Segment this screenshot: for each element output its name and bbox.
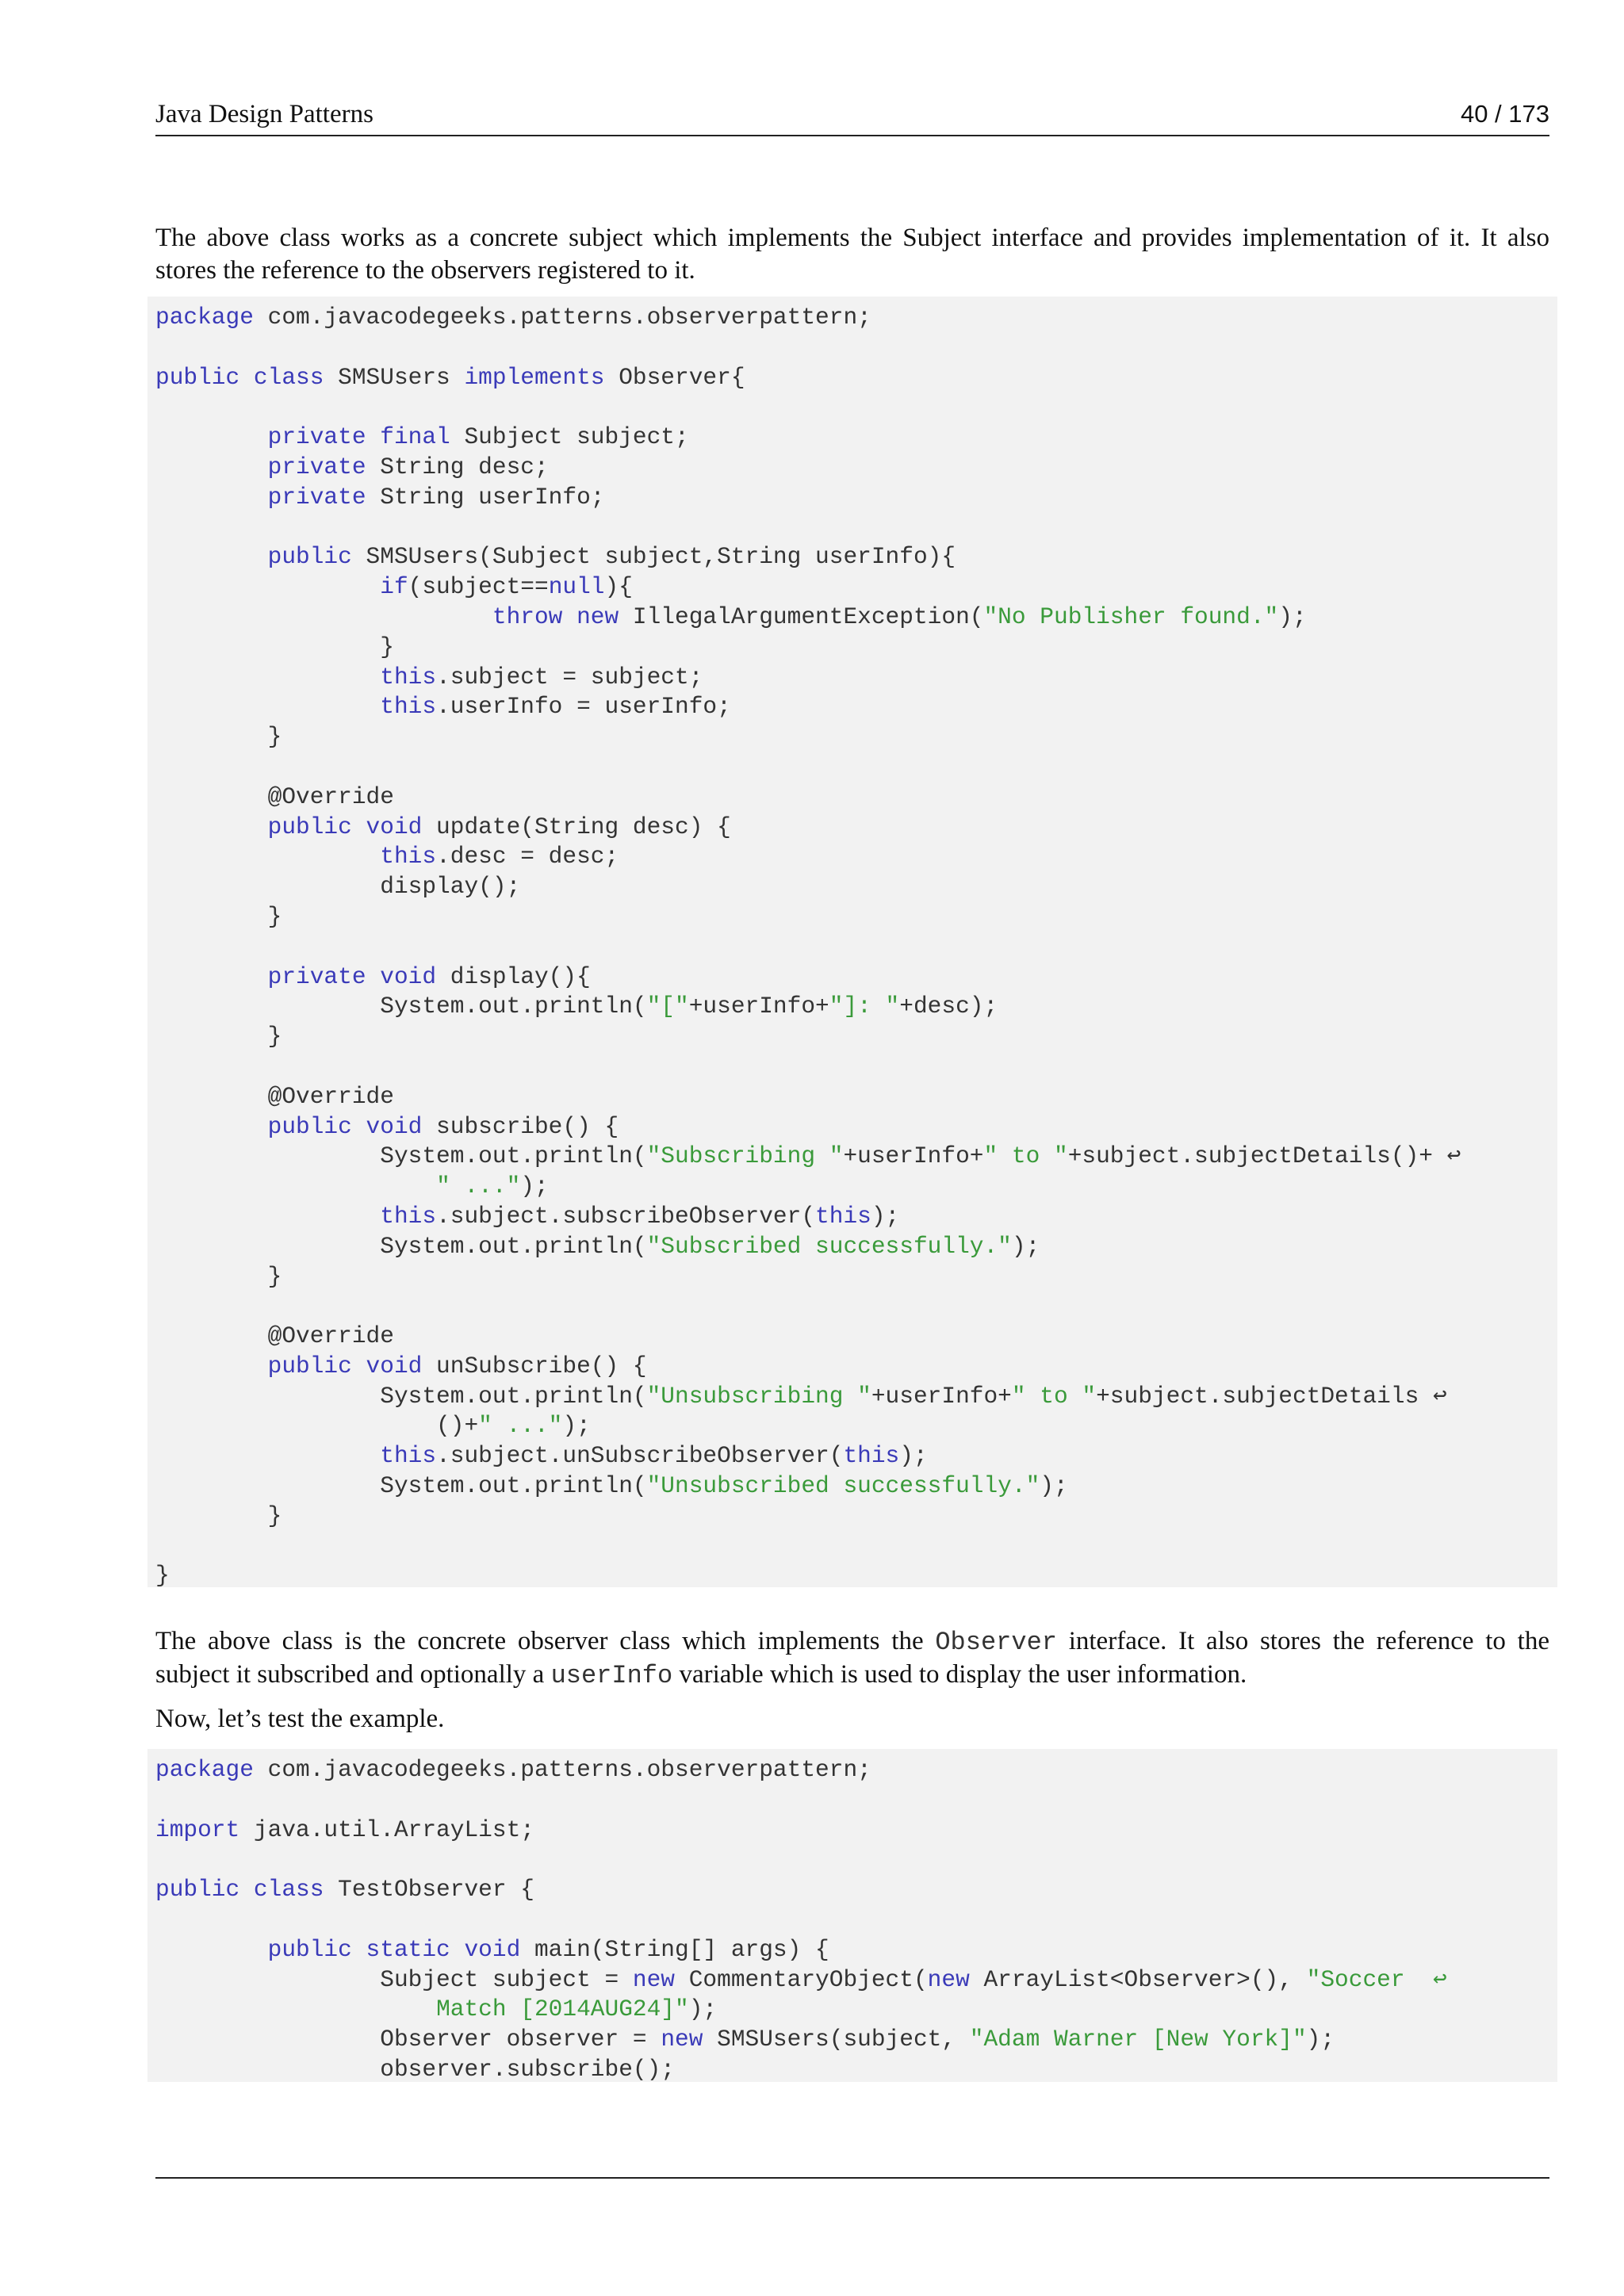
code-token: observer.subscribe();	[155, 2055, 676, 2082]
paragraph-line	[155, 1625, 1549, 1659]
code-keyword: private	[267, 962, 366, 990]
code-token: com.javacodegeeks.patterns.observerpattern;	[253, 1756, 871, 1783]
code-token: main(String[] args) {	[520, 1935, 829, 1963]
observer-paragraph	[155, 1625, 1549, 1692]
code-line	[155, 722, 1557, 752]
code-token	[366, 423, 381, 450]
code-keyword: this	[815, 1202, 871, 1230]
code-token	[155, 453, 268, 480]
code-token	[155, 1353, 268, 1380]
code-line	[155, 1905, 1557, 1935]
code-line	[155, 1561, 1557, 1587]
intro-paragraph	[155, 222, 1549, 287]
code-keyword: class	[253, 363, 324, 391]
code-keyword: new	[927, 1965, 970, 1993]
code-line	[155, 1471, 1557, 1502]
code-string: "]: "	[829, 993, 900, 1020]
code-line	[155, 333, 1557, 363]
code-token: subscribe() {	[422, 1112, 619, 1140]
code-line	[155, 633, 1557, 663]
inline-code-observer: Observer	[935, 1628, 1057, 1657]
code-line	[155, 2055, 1557, 2082]
code-string: "Unsubscribed successfully."	[646, 1472, 1040, 1500]
code-line	[155, 1755, 1557, 1785]
code-token: }	[155, 723, 282, 751]
code-keyword: throw	[492, 603, 563, 630]
code-token: System.out.println(	[155, 1142, 647, 1170]
code-line	[155, 1202, 1557, 1232]
code-line	[155, 663, 1557, 693]
code-token	[155, 603, 492, 630]
code-keyword: package	[155, 304, 254, 331]
code-string: " ..."	[436, 1173, 521, 1200]
paragraph-line: stores the reference to the observers registered to it.	[155, 256, 695, 285]
code-token	[155, 664, 380, 691]
code-token: String desc;	[366, 453, 549, 480]
code-token: }	[155, 1502, 282, 1529]
code-listing-testobserver	[147, 1749, 1557, 2082]
code-keyword: public	[267, 1352, 352, 1380]
code-line	[155, 1052, 1557, 1082]
code-token: @Override	[155, 1322, 394, 1350]
paragraph-line: Now, let’s test the example.	[155, 1705, 445, 1733]
code-line	[155, 1382, 1557, 1412]
code-token	[352, 1353, 366, 1380]
code-line	[155, 1142, 1557, 1172]
code-token: SMSUsers	[324, 363, 465, 391]
code-string: "No Publisher found."	[983, 603, 1279, 630]
code-line	[155, 1411, 1557, 1441]
code-token: SMSUsers(Subject subject,String userInfo){	[351, 543, 956, 571]
code-token: +userInfo+	[871, 1382, 1012, 1410]
code-token	[155, 1936, 268, 1963]
code-line	[155, 1995, 1557, 2025]
paragraph-line: The above class works as a concrete subject which implements the Subject interface and provides implementation of it. It also	[155, 224, 1549, 252]
code-string: "Subscribed successfully."	[646, 1232, 1012, 1260]
code-keyword: this	[380, 1442, 437, 1470]
code-line	[155, 1352, 1557, 1382]
footer-rule	[155, 2177, 1549, 2179]
code-line	[155, 572, 1557, 603]
code-keyword: import	[155, 1816, 240, 1843]
code-token	[155, 1442, 380, 1469]
code-text	[155, 1755, 1557, 2082]
code-token	[352, 813, 366, 840]
code-token: (subject==	[408, 573, 549, 601]
code-token: }	[155, 1562, 170, 1587]
code-token: System.out.println(	[155, 1382, 647, 1410]
code-keyword: void	[366, 813, 423, 840]
code-line	[155, 1292, 1557, 1322]
code-token: display();	[155, 873, 521, 901]
code-token: Subject subject;	[450, 423, 689, 451]
code-token	[155, 543, 268, 570]
paragraph-line	[155, 1659, 1549, 1692]
code-keyword: private	[267, 423, 366, 451]
code-line	[155, 962, 1557, 993]
code-token: );	[1011, 1232, 1040, 1260]
code-token: }	[155, 1262, 282, 1290]
code-line	[155, 1112, 1557, 1142]
code-token: Observer{	[604, 363, 745, 391]
code-keyword: new	[661, 2026, 703, 2053]
code-string: "Subscribing "	[646, 1142, 844, 1170]
code-token: +desc);	[899, 993, 998, 1020]
code-token: .desc = desc;	[436, 843, 619, 871]
code-token: .subject = subject;	[436, 663, 703, 691]
code-token: .subject.unSubscribeObserver(	[436, 1442, 844, 1470]
code-line	[155, 1785, 1557, 1816]
code-token	[239, 364, 254, 391]
code-line	[155, 1172, 1557, 1202]
code-keyword: public	[267, 1935, 352, 1963]
code-token: java.util.ArrayList;	[239, 1816, 534, 1843]
code-token: display(){	[436, 962, 591, 990]
code-token: System.out.println(	[155, 993, 647, 1020]
code-keyword: void	[366, 1112, 423, 1140]
code-line	[155, 692, 1557, 722]
code-token: +subject.subjectDetails ↩	[1096, 1382, 1447, 1410]
code-token: Subject subject =	[155, 1965, 633, 1993]
code-token	[562, 603, 576, 630]
code-token: .userInfo = userInfo;	[436, 693, 731, 721]
code-keyword: private	[267, 453, 366, 480]
code-token: }	[155, 1023, 282, 1050]
code-line	[155, 1816, 1557, 1846]
code-string: "Adam Warner [New York]"	[969, 2026, 1307, 2053]
code-keyword: this	[380, 1202, 437, 1230]
code-keyword: void	[464, 1935, 521, 1963]
code-token: System.out.println(	[155, 1232, 647, 1260]
code-line	[155, 1532, 1557, 1562]
code-line	[155, 1441, 1557, 1471]
code-string: " to "	[1011, 1382, 1097, 1410]
code-line	[155, 392, 1557, 423]
code-token: TestObserver {	[324, 1876, 534, 1904]
code-token: );	[520, 1173, 549, 1200]
code-keyword: if	[380, 573, 408, 601]
code-line	[155, 1022, 1557, 1052]
text-run: The above class is the concrete observer class which implements the	[155, 1627, 936, 1655]
text-run: subject it subscribed and optionally a	[155, 1660, 551, 1689]
code-token: +userInfo+	[843, 1142, 984, 1170]
code-line	[155, 603, 1557, 633]
code-token: String userInfo;	[366, 483, 605, 511]
code-listing-smsusers	[147, 297, 1557, 1587]
code-keyword: final	[380, 423, 450, 451]
code-token	[155, 1173, 436, 1200]
code-string: Match [2014AUG24]"	[436, 1996, 689, 2023]
code-line	[155, 813, 1557, 843]
code-line	[155, 1082, 1557, 1112]
code-keyword: new	[632, 1965, 676, 1993]
code-token: );	[1040, 1472, 1068, 1500]
code-line	[155, 1875, 1557, 1905]
code-token: );	[1278, 603, 1307, 630]
code-token: );	[562, 1412, 591, 1440]
code-line	[155, 423, 1557, 453]
code-keyword: this	[380, 843, 437, 871]
code-line	[155, 902, 1557, 932]
code-token	[155, 693, 380, 720]
code-token: ArrayList<Observer>(),	[969, 1965, 1307, 1993]
text-run: interface. It also stores the reference to the	[1056, 1627, 1549, 1655]
code-line	[155, 1232, 1557, 1262]
code-line	[155, 783, 1557, 813]
code-token	[155, 1203, 380, 1230]
code-text	[155, 303, 1557, 1587]
code-token: @Override	[155, 1082, 394, 1110]
code-token: com.javacodegeeks.patterns.observerpattern;	[253, 304, 871, 331]
code-string: "Unsubscribing "	[646, 1382, 871, 1410]
code-keyword: void	[380, 962, 437, 990]
code-keyword: this	[380, 693, 437, 721]
code-token: );	[1306, 2026, 1335, 2053]
code-line	[155, 363, 1557, 393]
code-line	[155, 1262, 1557, 1292]
code-token	[366, 963, 381, 990]
code-token	[155, 573, 380, 600]
code-string: " to "	[983, 1142, 1068, 1170]
code-keyword: implements	[464, 363, 605, 391]
page-number: 40 / 173	[1460, 100, 1549, 128]
code-token: );	[899, 1442, 928, 1470]
code-keyword: class	[253, 1876, 324, 1904]
test-intro-paragraph	[155, 1703, 1549, 1735]
inline-code-userinfo: userInfo	[550, 1661, 673, 1690]
code-string: "["	[646, 993, 689, 1020]
code-token: @Override	[155, 783, 394, 810]
code-line	[155, 303, 1557, 333]
code-keyword: public	[267, 1112, 352, 1140]
code-keyword: public	[267, 813, 352, 840]
code-token	[155, 484, 268, 511]
code-keyword: private	[267, 483, 366, 511]
code-line	[155, 483, 1557, 513]
code-line	[155, 1935, 1557, 1965]
code-token: SMSUsers(subject,	[703, 2026, 970, 2053]
code-token: +userInfo+	[688, 993, 829, 1020]
code-keyword: this	[380, 663, 437, 691]
code-line	[155, 872, 1557, 902]
text-run: variable which is used to display the user information.	[672, 1660, 1247, 1689]
code-token	[155, 1996, 436, 2022]
code-token: );	[688, 1996, 718, 2023]
code-token: System.out.println(	[155, 1472, 647, 1500]
code-token: CommentaryObject(	[675, 1965, 928, 1993]
code-keyword: package	[155, 1756, 254, 1783]
code-token: );	[871, 1202, 900, 1230]
code-token: IllegalArgumentException(	[619, 603, 984, 630]
code-string: "Soccer ↩	[1306, 1965, 1447, 1993]
code-token	[155, 423, 268, 450]
code-token	[352, 1936, 366, 1963]
page-header	[155, 95, 1549, 136]
code-line	[155, 1845, 1557, 1875]
running-title: Java Design Patterns	[155, 100, 373, 128]
code-keyword: new	[576, 603, 619, 630]
code-line	[155, 1322, 1557, 1352]
code-line	[155, 2025, 1557, 2055]
code-token: +subject.subjectDetails()+ ↩	[1067, 1142, 1461, 1170]
code-token	[352, 1113, 366, 1140]
code-token: ){	[604, 573, 633, 601]
code-keyword: public	[155, 1876, 240, 1904]
code-token	[450, 1936, 465, 1963]
code-keyword: void	[366, 1352, 423, 1380]
code-token: ()+	[155, 1412, 479, 1440]
code-line	[155, 842, 1557, 872]
code-keyword: static	[366, 1935, 450, 1963]
code-line	[155, 932, 1557, 962]
code-token: update(String desc) {	[422, 813, 731, 840]
code-line	[155, 1502, 1557, 1532]
code-keyword: public	[155, 363, 240, 391]
code-string: " ..."	[478, 1412, 563, 1440]
code-token: Observer observer =	[155, 2026, 661, 2053]
code-keyword: public	[267, 543, 352, 571]
code-token: }	[155, 902, 282, 930]
code-line	[155, 513, 1557, 543]
code-token	[155, 963, 268, 990]
code-token	[155, 813, 268, 840]
code-token	[155, 1113, 268, 1140]
code-token: }	[155, 633, 394, 660]
code-token: .subject.subscribeObserver(	[436, 1202, 816, 1230]
code-line	[155, 1965, 1557, 1996]
code-line	[155, 992, 1557, 1022]
code-token	[155, 843, 380, 870]
code-token: unSubscribe() {	[422, 1352, 647, 1380]
code-line	[155, 542, 1557, 572]
code-keyword: null	[548, 573, 605, 601]
code-token	[239, 1876, 254, 1903]
code-line	[155, 453, 1557, 483]
code-keyword: this	[843, 1442, 900, 1470]
code-line	[155, 752, 1557, 783]
